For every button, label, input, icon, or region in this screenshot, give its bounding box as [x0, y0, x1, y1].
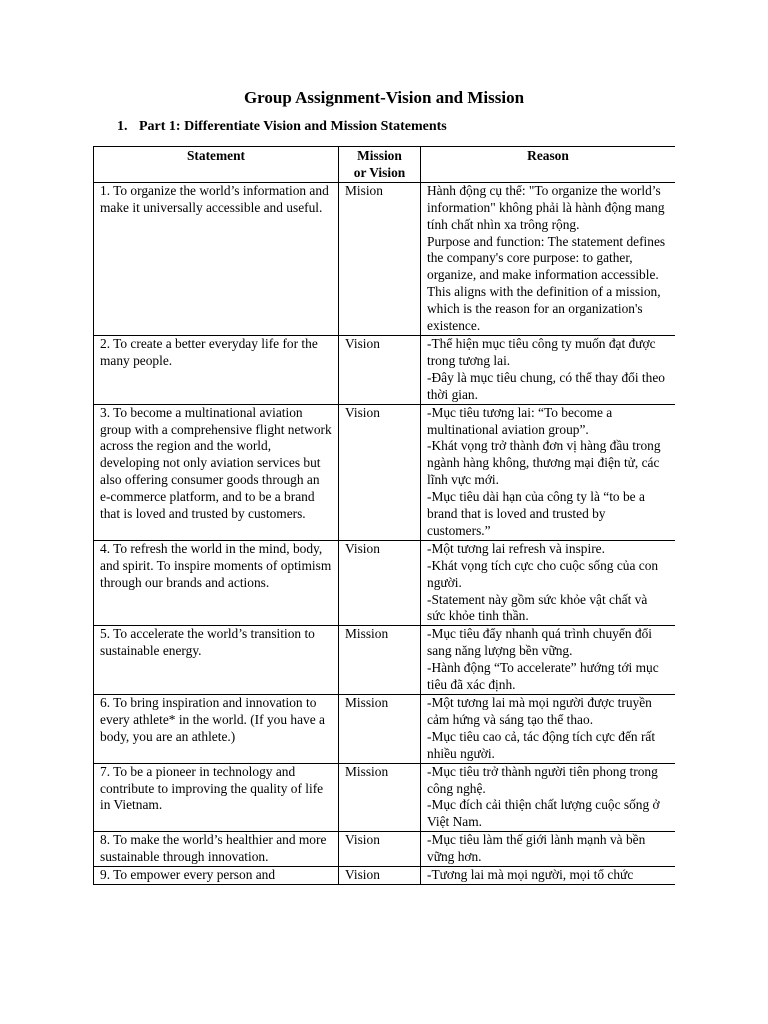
- document-title: Group Assignment-Vision and Mission: [243, 88, 525, 107]
- table-row: [94, 335, 676, 404]
- type-cell: Vision: [339, 335, 421, 404]
- table-row: [94, 540, 676, 626]
- type-cell: Mision: [339, 182, 421, 335]
- type-cell: Mission: [339, 626, 421, 695]
- type-cell: Mission: [339, 695, 421, 764]
- section-heading-text: Part 1: Differentiate Vision and Mission Statements: [139, 119, 447, 134]
- header-type-line1: Mission: [357, 148, 402, 163]
- reason-line: -Hành động “To accelerate” hướng tới mục tiêu đã xác định.: [427, 660, 659, 693]
- table-row: [94, 182, 676, 335]
- reason-cell: [421, 182, 676, 335]
- type-cell: Vision: [339, 867, 421, 885]
- reason-cell: [421, 404, 676, 540]
- reason-line: -Mục tiêu làm thế giới lành mạnh và bền vững hơn.: [427, 832, 646, 865]
- table-row: [94, 626, 676, 695]
- header-statement: Statement: [94, 147, 339, 183]
- statement-cell: 8. To make the world’s healthier and more sustainable through innovation.: [94, 832, 339, 867]
- vision-mission-table-container: [93, 146, 675, 924]
- type-cell: Vision: [339, 404, 421, 540]
- reason-line: Hành động cụ thể: "To organize the world’s information" không phải là hành động mang tính chất nhìn xa trông rộng.: [427, 182, 665, 232]
- reason-line: -Mục tiêu trở thành người tiên phong trong công nghệ.: [427, 763, 658, 796]
- reason-line: -Đây là mục tiêu chung, có thể thay đổi theo thời gian.: [427, 369, 665, 402]
- vision-mission-table: [93, 146, 675, 885]
- statement-cell: 1. To organize the world’s information and make it universally accessible and useful.: [94, 182, 339, 335]
- reason-cell: [421, 867, 676, 885]
- table-row: [94, 695, 676, 764]
- header-type-line2: or Vision: [353, 164, 406, 180]
- reason-line: -Mục đích cải thiện chất lượng cuộc sống ở Việt Nam.: [427, 797, 660, 830]
- statement-cell: 5. To accelerate the world’s transition to sustainable energy.: [94, 626, 339, 695]
- statement-cell: 7. To be a pioneer in technology and contribute to improving the quality of life in Vietnam.: [94, 763, 339, 832]
- reason-cell: [421, 695, 676, 764]
- header-type: [339, 147, 421, 183]
- statement-cell: 2. To create a better everyday life for the many people.: [94, 335, 339, 404]
- type-cell: Vision: [339, 540, 421, 626]
- table-row: [94, 867, 676, 885]
- reason-line: -Tương lai mà mọi người, mọi tổ chức: [427, 867, 634, 883]
- reason-line: -Mục tiêu đẩy nhanh quá trình chuyển đổi sang năng lượng bền vững.: [427, 626, 652, 659]
- reason-line: -Một tương lai refresh và inspire.: [427, 540, 605, 556]
- reason-line: -Khát vọng trở thành đơn vị hàng đầu trong ngành hàng không, thương mại điện tử, các lĩnh vực mới.: [427, 438, 661, 488]
- statement-cell: 6. To bring inspiration and innovation to every athlete* in the world. (If you have a body, you are an athlete.): [94, 695, 339, 764]
- reason-line: -Mục tiêu tương lai: “To become a multinational aviation group”.: [427, 404, 613, 437]
- statement-cell: 9. To empower every person and: [94, 867, 339, 885]
- reason-line: Purpose and function: The statement defines the company's core purpose: to gather, organize, and make information accessible. This aligns with the definition of a mission, which is the reason for an organization's existence.: [427, 233, 666, 334]
- table-row: [94, 404, 676, 540]
- reason-line: -Statement này gồm sức khỏe vật chất và sức khỏe tinh thần.: [427, 591, 648, 624]
- reason-cell: [421, 540, 676, 626]
- reason-line: -Một tương lai mà mọi người được truyền cảm hứng và sáng tạo thể thao.: [427, 695, 652, 727]
- reason-line: -Khát vọng tích cực cho cuộc sống của con người.: [427, 557, 659, 590]
- reason-line: -Mục tiêu dài hạn của công ty là “to be a brand that is loved and trusted by customers.”: [427, 489, 645, 538]
- type-cell: Mission: [339, 763, 421, 832]
- reason-cell: [421, 763, 676, 832]
- section-number: 1.: [117, 119, 128, 134]
- statement-cell: 3. To become a multinational aviation group with a comprehensive flight network across the region and the world, developing not only aviation services but also offering consumer goods through an e-commerce platform, and to be a brand that is loved and trusted by customers.: [94, 404, 339, 540]
- table-header-row: [94, 147, 676, 183]
- reason-cell: [421, 335, 676, 404]
- header-reason: Reason: [421, 147, 676, 183]
- reason-line: -Mục tiêu cao cả, tác động tích cực đến rất nhiều người.: [427, 728, 656, 761]
- table-row: [94, 832, 676, 867]
- type-cell: Vision: [339, 832, 421, 867]
- reason-cell: [421, 832, 676, 867]
- reason-line: -Thể hiện mục tiêu công ty muốn đạt được trong tương lai.: [427, 335, 656, 368]
- section-heading: [117, 118, 447, 136]
- statement-cell: 4. To refresh the world in the mind, body, and spirit. To inspire moments of optimism through our brands and actions.: [94, 540, 339, 626]
- table-row: [94, 763, 676, 832]
- reason-cell: [421, 626, 676, 695]
